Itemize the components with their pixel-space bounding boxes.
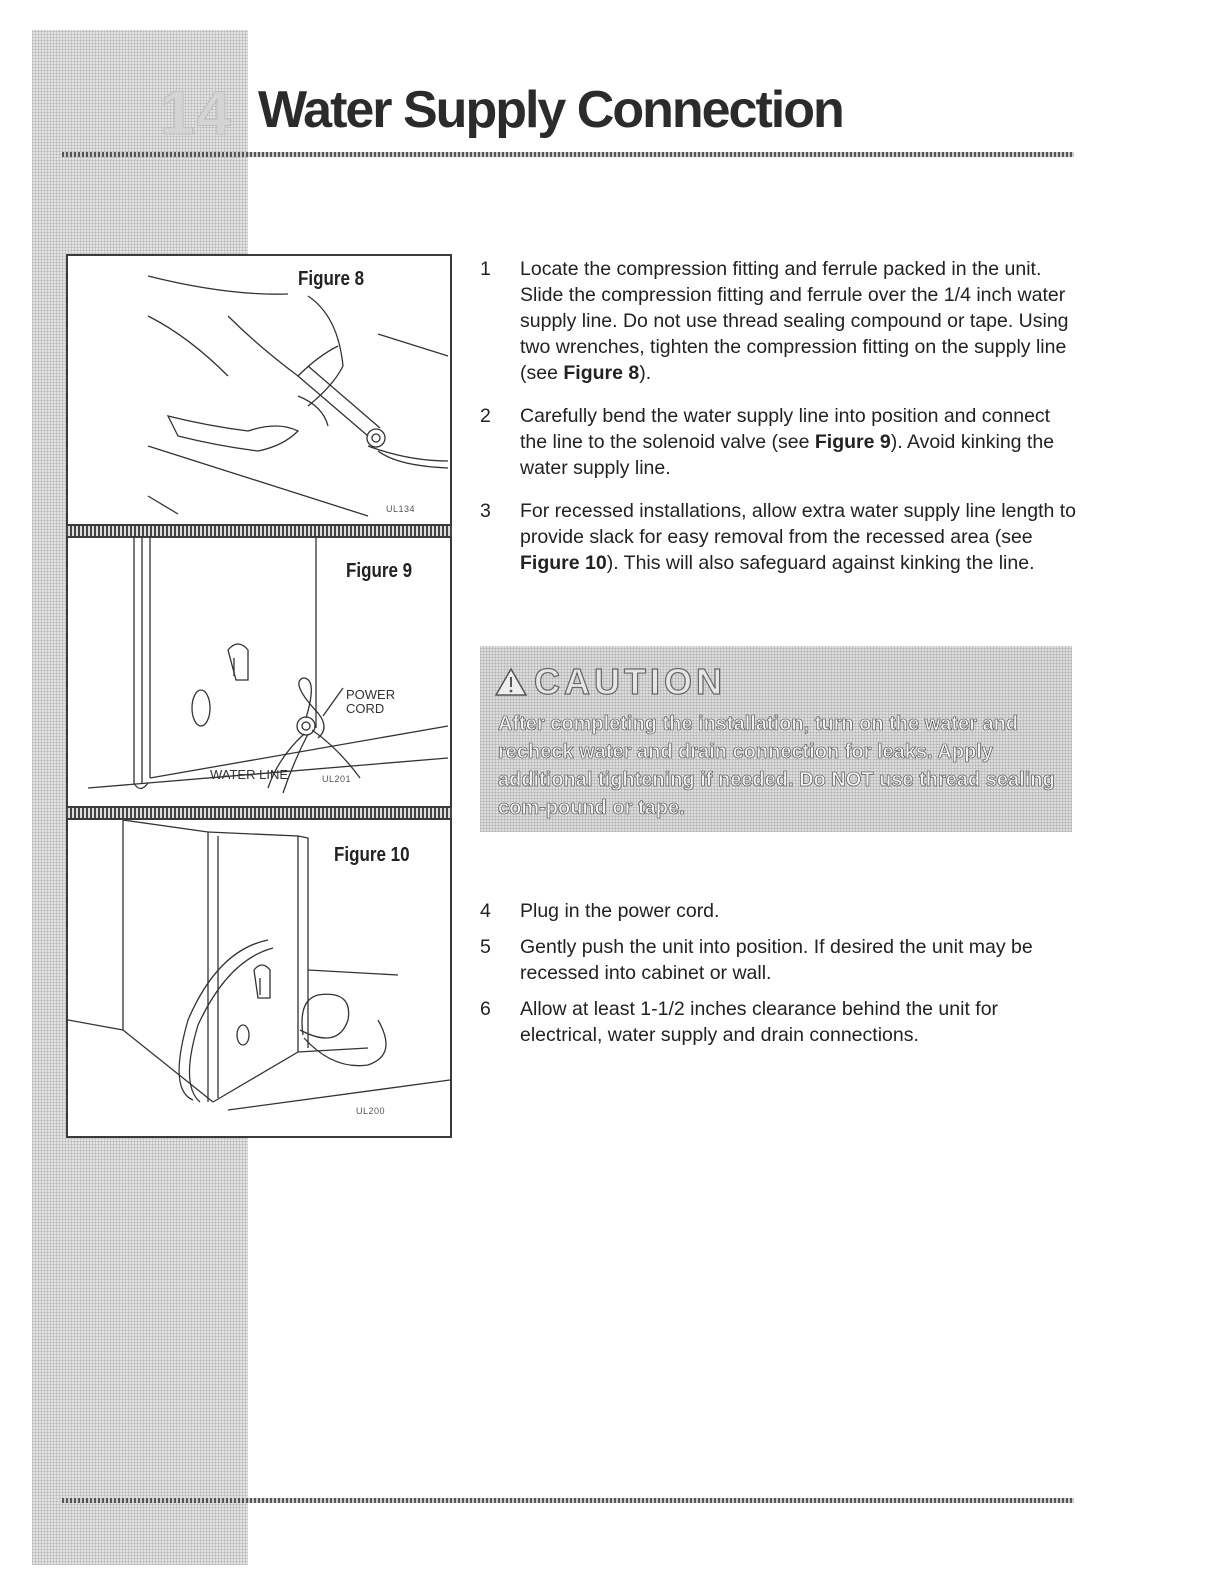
steps-list-a — [480, 256, 1080, 593]
caution-box — [480, 646, 1072, 832]
step-number: 5 — [480, 936, 491, 958]
step-item — [480, 934, 1080, 986]
warning-triangle-icon — [494, 667, 528, 697]
figure-ref: Figure 8 — [563, 362, 640, 384]
footer-rule — [62, 1498, 1074, 1503]
figure-10 — [66, 818, 452, 1138]
step-text: Plug in the power cord. — [520, 900, 720, 922]
step-text: For recessed installations, allow extra water supply line length to provide slack for easy removal from the recessed area (see — [520, 500, 1077, 548]
step-item — [480, 403, 1080, 481]
step-number: 1 — [480, 258, 491, 280]
figure-10-illustration — [68, 820, 450, 1136]
step-text-after: ). Avoid kinking the water supply line. — [520, 431, 1055, 479]
figure-ref: Figure 9 — [814, 431, 891, 453]
step-text: Locate the compression fitting and ferrule packed in the unit. Slide the compression fitting and ferrule over the 1/4 inch water supply line. Do not use thread sealing compound or tape. Using two wrenches, tighten the compression fitting on the supply line (see — [520, 258, 1069, 384]
figure-8-code: UL134 — [386, 504, 416, 514]
step-item — [480, 498, 1080, 576]
figure-10-label: Figure 10 — [334, 844, 410, 866]
caution-text: After completing the installation, turn on the water and recheck water and drain connection for leaks. Apply additional tightening if needed. Do NOT use thread sealing com-pound or tape. — [498, 713, 1055, 819]
figure-10-code: UL200 — [356, 1106, 386, 1116]
steps-list-b — [480, 898, 1080, 1065]
figure-ref: Figure 10 — [520, 552, 607, 574]
power-cord-callout: POWER CORD — [346, 687, 396, 716]
figure-8-label: Figure 8 — [298, 268, 365, 290]
step-item — [480, 256, 1080, 386]
step-text: Gently push the unit into position. If desired the unit may be recessed into cabinet or wall. — [520, 936, 1033, 984]
step-text: Allow at least 1-1/2 inches clearance behind the unit for electrical, water supply and drain connections. — [520, 998, 999, 1046]
step-item — [480, 996, 1080, 1048]
figure-separator — [66, 526, 452, 536]
step-text: Carefully bend the water supply line into position and connect the line to the solenoid valve (see — [520, 405, 1051, 453]
figure-8-illustration — [68, 256, 450, 524]
figure-8 — [66, 254, 452, 526]
water-line-callout: WATER LINE — [210, 767, 289, 782]
step-number: 3 — [480, 500, 491, 522]
step-text-after: ). — [639, 362, 652, 384]
figure-9-label: Figure 9 — [346, 560, 413, 582]
page-title: Water Supply Connection — [258, 81, 843, 139]
header-rule — [62, 152, 1074, 157]
figure-9-code: UL201 — [322, 774, 352, 784]
step-number: 2 — [480, 405, 491, 427]
caution-header — [494, 662, 726, 702]
page-number: 14 — [160, 79, 233, 148]
caution-title: CAUTION — [534, 661, 726, 702]
step-number: 6 — [480, 998, 491, 1020]
step-item — [480, 898, 1080, 924]
step-text-after: ). This will also safeguard against kinking the line. — [606, 552, 1035, 574]
step-number: 4 — [480, 900, 491, 922]
figure-9 — [66, 536, 452, 808]
figure-separator — [66, 808, 452, 818]
